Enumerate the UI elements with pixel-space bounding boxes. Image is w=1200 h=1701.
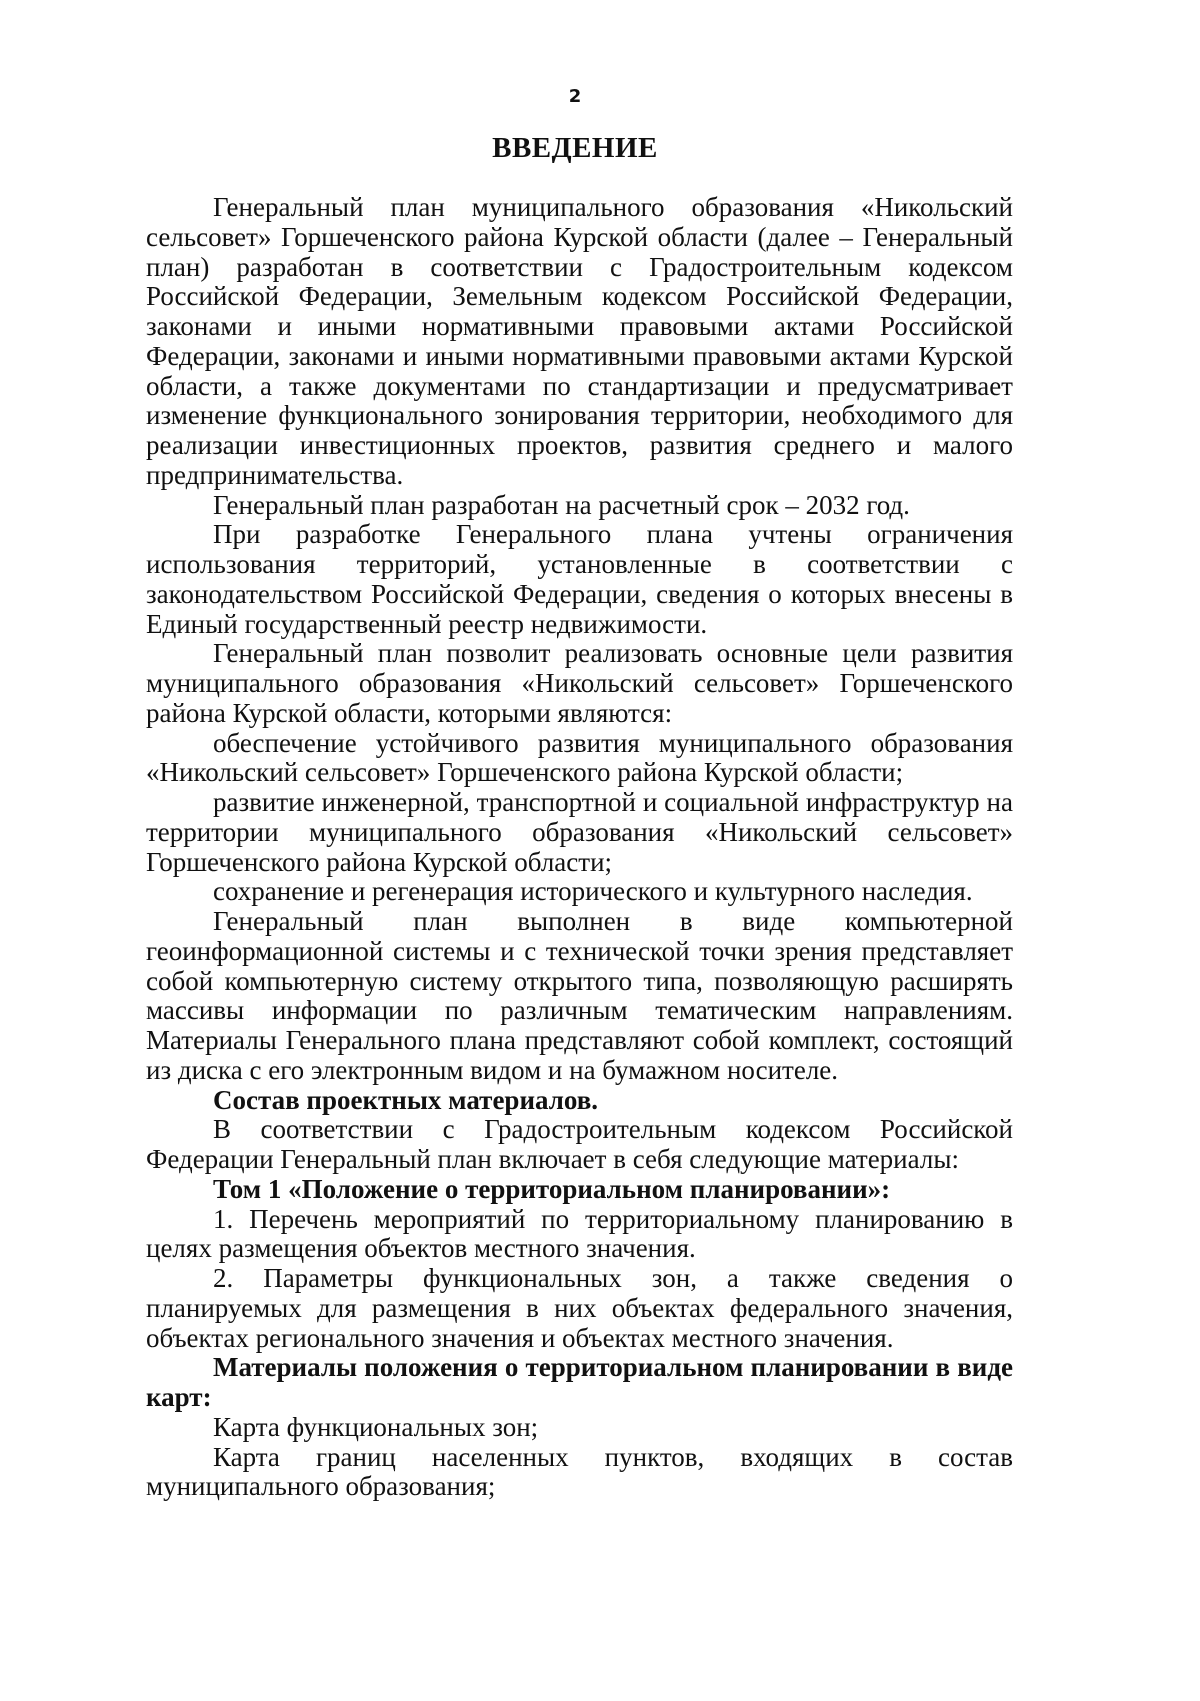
paragraph-gis: Генеральный план выполнен в виде компьютерной геоинформационной системы и с технической точки зрения представляет собой компьютерную систему открытого типа, позволяющую расширять массивы информации по различным тематическим направлениям. Материалы Генерального плана представляют собой комплект, состоящий из диска с его электронным видом и на бумажном носителе. (146, 906, 1013, 1085)
paragraph-restrictions: При разработке Генерального плана учтены ограничения использования территорий, установленные в соответствии с законодательством Российской Федерации, сведения о которых внесены в Единый государственный реестр недвижимости. (146, 519, 1013, 639)
paragraph-goals-intro: Генеральный план позволит реализовать основные цели развития муниципального образования «Никольский сельсовет» Горшеченского района Курской области, которыми являются: (146, 638, 1013, 728)
document-body (146, 193, 1013, 1502)
heading-volume-1: Том 1 «Положение о территориальном планировании»: (213, 1173, 891, 1204)
list-item-1: 1. Перечень мероприятий по территориальному планированию в целях размещения объектов местного значения. (146, 1203, 1013, 1264)
paragraph-goal-1: обеспечение устойчивого развития муниципального образования «Никольский сельсовет» Горшеченского района Курской области; (146, 727, 1013, 788)
map-item-functional-zones: Карта функциональных зон; (213, 1411, 539, 1442)
list-item-2: 2. Параметры функциональных зон, а также сведения о планируемых для размещения в них объектах федерального значения, объектах регионального значения и объектах местного значения. (146, 1263, 1013, 1353)
paragraph-goal-2: развитие инженерной, транспортной и социальной инфраструктур на территории муниципального образования «Никольский сельсовет» Горшеченского района Курской области; (146, 787, 1013, 877)
paragraph-term: Генеральный план разработан на расчетный срок – 2032 год. (213, 489, 910, 520)
heading-maps: Материалы положения о территориальном планировании в виде карт: (146, 1352, 1013, 1412)
page-title: ВВЕДЕНИЕ (492, 132, 658, 164)
map-item-settlement-borders: Карта границ населенных пунктов, входящих в состав муниципального образования; (146, 1441, 1013, 1502)
page-number: 2 (568, 86, 582, 107)
paragraph-intro: Генеральный план муниципального образования «Никольский сельсовет» Горшеченского района Курской области (далее – Генеральный план) разработан в соответствии с Градостроительным кодексом Российской Федерации, Земельным кодексом Российской Федерации, законами и иными нормативными правовыми актами Российской Федерации, законами и иными нормативными правовыми актами Курской области, а также документами по стандартизации и предусматривает изменение функционального зонирования территории, необходимого для реализации инвестиционных проектов, развития среднего и малого предпринимательства. (146, 192, 1013, 490)
heading-project-materials: Состав проектных материалов. (213, 1084, 599, 1115)
paragraph-goal-3: сохранение и регенерация исторического и культурного наследия. (213, 876, 973, 907)
paragraph-materials-intro: В соответствии с Градостроительным кодексом Российской Федерации Генеральный план включает в себя следующие материалы: (146, 1114, 1013, 1174)
